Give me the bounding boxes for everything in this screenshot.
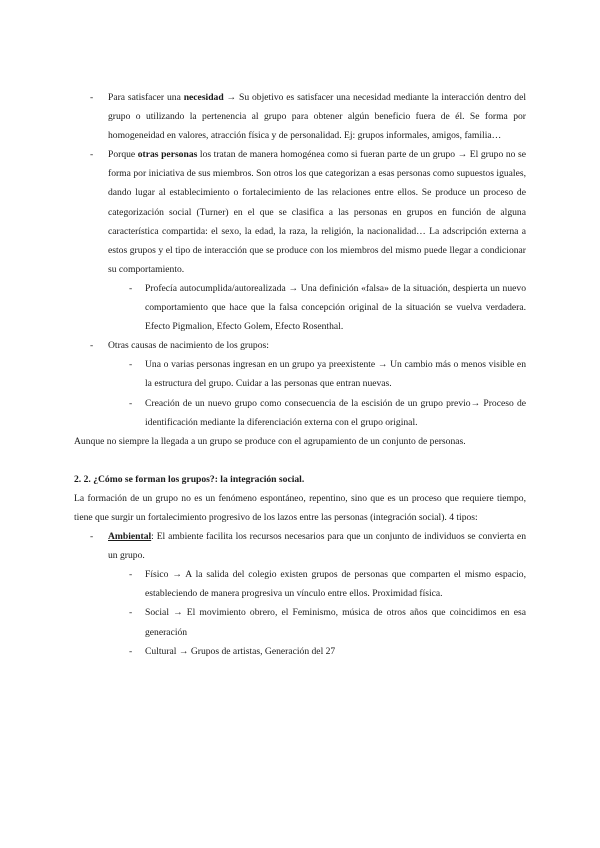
list-item-necesidad	[74, 88, 526, 145]
section-heading: 2. 2. ¿Cómo se forman los grupos?: la integración social.	[74, 473, 305, 485]
bullet-dash: -	[129, 397, 133, 409]
bold-term: necesidad	[183, 92, 224, 103]
paragraph: Otras causas de nacimiento de los grupos:	[108, 340, 269, 352]
list-item-otras-causas	[74, 336, 526, 355]
text-run: → Su objetivo es satisfacer una necesidad mediante la interacción dentro del grupo o utilizando la pertenencia al grupo para obtener algún beneficio fuera de él. Se forma por homogeneidad en valores, atracción física y de personalidad. Ej: grupos informales, amigos, familia…	[108, 92, 526, 142]
closing-paragraph: Aunque no siempre la llegada a un grupo se produce con el agrupamiento de un conjunto de personas.	[74, 435, 466, 447]
sub-item-cultural	[74, 642, 526, 661]
section-intro: La formación de un grupo no es un fenómeno espontáneo, repentino, sino que es un proceso que requiere tiempo, tiene que surgir un fortalecimiento progresivo de los lazos entre las personas (integración social). 4 tipos:	[74, 492, 526, 523]
bold-underlined-term: Ambiental	[108, 531, 152, 543]
bullet-dash: -	[90, 92, 94, 103]
bullet-dash: -	[90, 149, 94, 161]
sub-item-fisico	[74, 565, 526, 603]
bullet-dash: -	[129, 569, 133, 581]
bullet-dash: -	[90, 340, 94, 352]
sub-item-profecia	[74, 279, 526, 336]
paragraph: Una o varias personas ingresan en un grupo ya preexistente → Un cambio más o menos visible en la estructura del grupo. Cuidar a las personas que entran nuevas.	[145, 359, 526, 390]
paragraph: Creación de un nuevo grupo como consecuencia de la escisión de un grupo previo→ Proceso de identificación mediante la diferenciación externa con el grupo original.	[145, 397, 526, 428]
paragraph: Profecía autocumplida/autorealizada → Una definición «falsa» de la situación, despierta un nuevo comportamiento que hace que la falsa concepción original de la situación se vuelva verdadera. Efecto Pigmalion, Efecto Golem, Efecto Rosenthal.	[145, 282, 526, 333]
paragraph	[108, 145, 526, 279]
sub-item-ingreso	[74, 355, 526, 393]
bullet-dash: -	[129, 645, 133, 657]
list-item-otras-personas	[74, 145, 526, 279]
paragraph: Social → El movimiento obrero, el Feminismo, música de otros años que coincidimos en esa generación	[145, 607, 526, 638]
text-run: : El ambiente facilita los recursos necesarios para que un conjunto de individuos se convierta en un grupo.	[108, 531, 526, 562]
bullet-dash: -	[129, 607, 133, 619]
paragraph	[108, 527, 526, 565]
text-run: Para satisfacer una	[108, 92, 184, 103]
sub-item-escision	[74, 394, 526, 432]
bullet-dash: -	[129, 282, 133, 294]
paragraph	[108, 88, 526, 145]
document-body	[74, 88, 526, 661]
list-item-ambiental	[74, 527, 526, 565]
paragraph: Cultural → Grupos de artistas, Generación del 27	[145, 645, 336, 657]
text-run: Porque	[108, 149, 138, 161]
sub-item-social	[74, 603, 526, 641]
text-run: los tratan de manera homogénea como si fueran parte de un grupo → El grupo no se forma por iniciativa de sus miembros. Son otros los que categorizan a esas personas como supuestos iguales, dando lugar al establecimiento o fortalecimiento de las relaciones entre ellos. Se produce un proceso de categorización social (Turner) en el que se clasifica a las personas en grupos en función de alguna característica compartida: el sexo, la edad, la raza, la religión, la nacionalidad… La adscripción externa a estos grupos y el tipo de interacción que se produce con los miembros del mismo puede llegar a condicionar su comportamiento.	[108, 149, 526, 275]
bullet-dash: -	[129, 359, 133, 371]
bullet-dash: -	[90, 531, 94, 543]
bold-term: otras personas	[137, 149, 198, 161]
paragraph: Físico → A la salida del colegio existen grupos de personas que comparten el mismo espacio, estableciendo de manera progresiva un vínculo entre ellos. Proximidad física.	[145, 569, 526, 600]
